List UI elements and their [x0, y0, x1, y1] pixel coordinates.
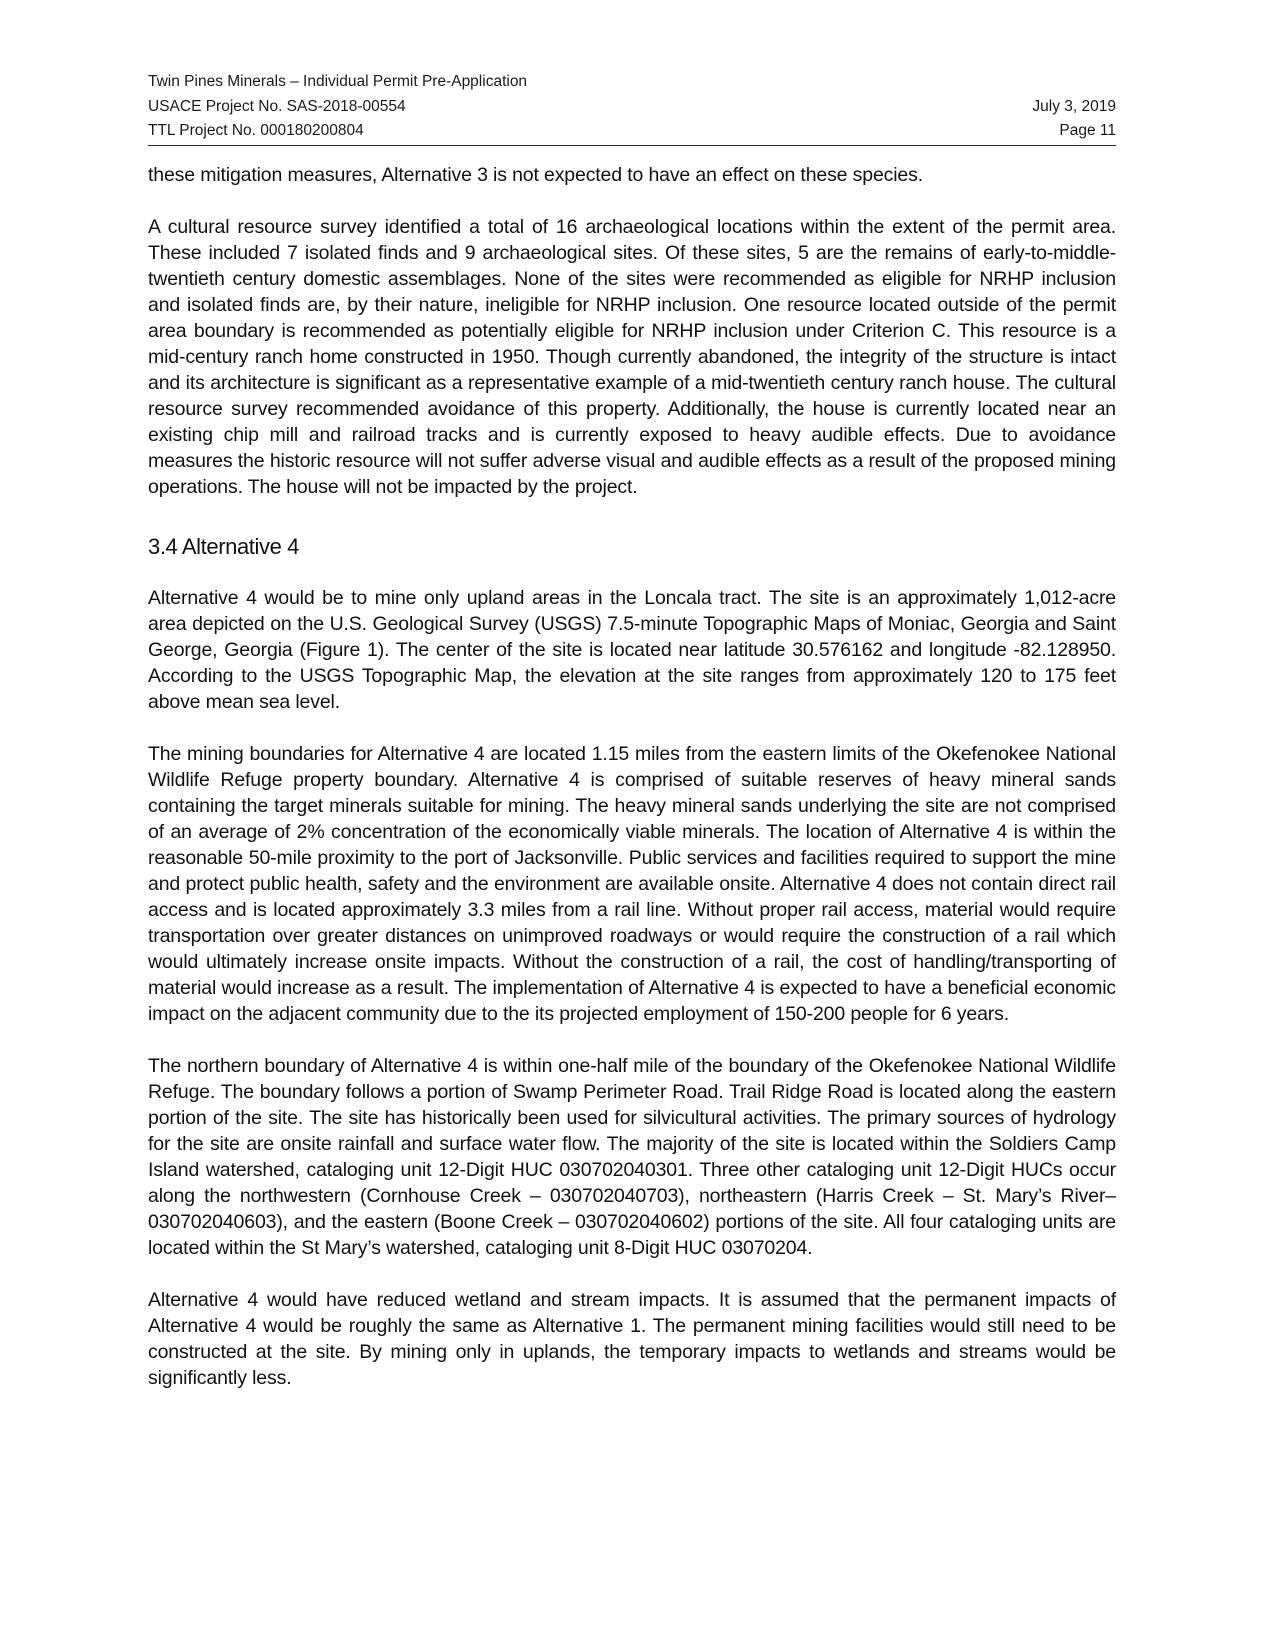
header-ttl-number: TTL Project No. 000180200804 — [148, 122, 364, 139]
section-heading: 3.4 Alternative 4 — [148, 533, 299, 559]
paragraph-alt4-impacts: Alternative 4 would have reduced wetland and stream impacts. It is assumed that the permanent impacts of Alternative 4 would be roughly the same as Alternative 1. The permanent mining facilities would still need to be constructed at the site. By mining only in uplands, the temporary impacts to wetlands and streams would be significantly less. — [148, 1288, 1116, 1389]
paragraph-alt4-northern-boundary: The northern boundary of Alternative 4 is within one-half mile of the boundary of the Okefenokee National Wildlife Refuge. The boundary follows a portion of Swamp Perimeter Road. Trail Ridge Road is located along the eastern portion of the site. The site has historically been used for silvicultural activities. The primary sources of hydrology for the site are onsite rainfall and surface water flow. The majority of the site is located within the Soldiers Camp Island watershed, cataloging unit 12-Digit HUC 030702040301. Three other cataloging unit 12-Digit HUCs occur along the northwestern (Cornhouse Creek – 030702040703), northeastern (Harris Creek – St. Mary’s River– 030702040603), and the eastern (Boone Creek – 030702040602) portions of the site. All four cataloging units are located within the St Mary’s watershed, cataloging unit 8-Digit HUC 03070204. — [148, 1054, 1116, 1259]
document-body — [148, 162, 1116, 1391]
document-page — [148, 70, 1116, 1391]
header-page-number: Page 11 — [1059, 122, 1116, 139]
paragraph-mitigation: these mitigation measures, Alternative 3 is not expected to have an effect on these species. — [148, 163, 923, 186]
paragraph-cultural-resource: A cultural resource survey identified a total of 16 archaeological locations within the extent of the permit area. These included 7 isolated finds and 9 archaeological sites. Of these sites, 5 are the remains of early-to-middle-twentieth century domestic assemblages. None of the sites were recommended as eligible for NRHP inclusion and isolated finds are, by their nature, ineligible for NRHP inclusion. One resource located outside of the permit area boundary is recommended as potentially eligible for NRHP inclusion under Criterion C. This resource is a mid-century ranch home constructed in 1950. Though currently abandoned, the integrity of the structure is intact and its architecture is significant as a representative example of a mid-twentieth century ranch house. The cultural resource survey recommended avoidance of this property. Additionally, the house is currently located near an existing chip mill and railroad tracks and is currently exposed to heavy audible effects. Due to avoidance measures the historic resource will not suffer adverse visual and audible effects as a result of the proposed mining operations. The house will not be impacted by the project. — [148, 215, 1116, 498]
header-row-1 — [148, 70, 1116, 95]
header-usace-number: USACE Project No. SAS-2018-00554 — [148, 97, 406, 115]
header-date: July 3, 2019 — [1032, 97, 1116, 115]
header-row-2 — [148, 95, 1116, 120]
paragraph-alt4-site: Alternative 4 would be to mine only upland areas in the Loncala tract. The site is an approximately 1,012-acre area depicted on the U.S. Geological Survey (USGS) 7.5-minute Topographic Maps of Moniac, Georgia and Saint George, Georgia (Figure 1). The center of the site is located near latitude 30.576162 and longitude -82.128950. According to the USGS Topographic Map, the elevation at the site ranges from approximately 120 to 175 feet above mean sea level. — [148, 586, 1116, 713]
header-project-title: Twin Pines Minerals – Individual Permit Pre-Application — [148, 73, 528, 90]
header-row-3 — [148, 119, 1116, 144]
paragraph-alt4-mining-boundaries: The mining boundaries for Alternative 4 are located 1.15 miles from the eastern limits of the Okefenokee National Wildlife Refuge property boundary. Alternative 4 is comprised of suitable reserves of heavy mineral sands containing the target minerals suitable for mining. The heavy mineral sands underlying the site are not comprised of an average of 2% concentration of the economically viable minerals. The location of Alternative 4 is within the reasonable 50-mile proximity to the port of Jacksonville. Public services and facilities required to support the mine and protect public health, safety and the environment are available onsite. Alternative 4 does not contain direct rail access and is located approximately 3.3 miles from a rail line. Without proper rail access, material would require transportation over greater distances on unimproved roadways or would require the construction of a rail which would ultimately increase onsite impacts. Without the construction of a rail, the cost of handling/transporting of material would increase as a result. The implementation of Alternative 4 is expected to have a beneficial economic impact on the adjacent community due to the its projected employment of 150-200 people for 6 years. — [148, 742, 1116, 1025]
page-header — [148, 70, 1116, 146]
